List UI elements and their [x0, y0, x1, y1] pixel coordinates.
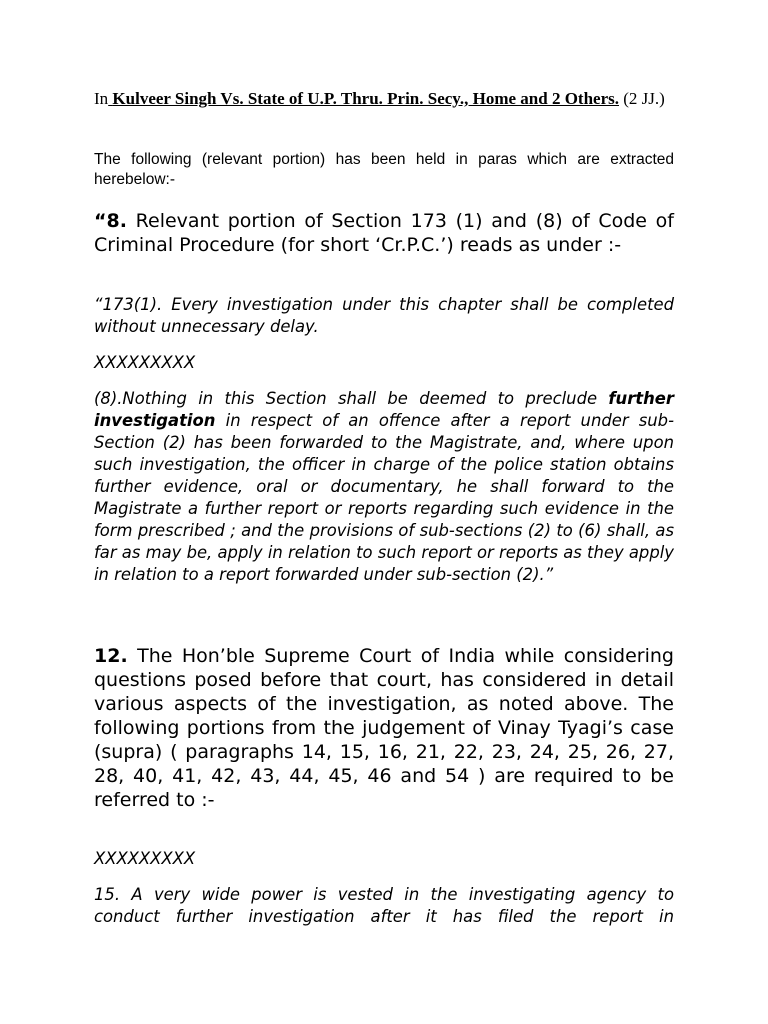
- section-173-8-quote: [94, 388, 674, 586]
- section-173-8-text-rest: in respect of an offence after a report under sub-Section (2) has been forwarded to the Magistrate, and, where upon such investigation, the officer in charge of the police station obtains further evidence, oral or documentary, he shall forward to the Magistrate a further report or reports regarding such evidence in the form prescribed ; and the provisions of sub-sections (2) to (6) shall, as far as may be, apply in relation to such report or reports as they apply in relation to a report forwarded under sub-section (2).”: [94, 411, 674, 584]
- paragraph-8-number: “8.: [94, 210, 127, 232]
- paragraph-12: [94, 644, 674, 812]
- section-173-1-quote: “173(1). Every investigation under this chapter shall be completed without unnecessary delay.: [94, 295, 674, 336]
- intro-text: The following (relevant portion) has been held in paras which are extracted herebelow:-: [94, 151, 674, 188]
- separator-2: XXXXXXXXX: [94, 849, 196, 868]
- case-name: Kulveer Singh Vs. State of U.P. Thru. Prin. Secy., Home and 2 Others.: [112, 89, 619, 108]
- separator-1: XXXXXXXXX: [94, 353, 196, 372]
- case-heading: [94, 88, 674, 109]
- paragraph-12-number: 12.: [94, 645, 128, 667]
- paragraph-12-text: The Hon’ble Supreme Court of India while considering questions posed before that court, has considered in detail various aspects of the investigation, as noted above. The following portions from the judgement of Vinay Tyagi’s case (supra) ( paragraphs 14, 15, 16, 21, 22, 23, 24, 25, 26, 27, 28, 40, 41, 42, 43, 44, 45, 46 and 54 ) are required to be referred to :-: [94, 645, 674, 811]
- case-prefix: In: [94, 89, 109, 108]
- further-investigation-emphasis: further investigation: [94, 389, 674, 430]
- paragraph-8: [94, 209, 674, 257]
- bench-size: (2 JJ.): [623, 89, 665, 108]
- paragraph-15-quote: 15. A very wide power is vested in the investigating agency to conduct further investigation after it has filed the report in: [94, 885, 674, 926]
- paragraph-8-text: Relevant portion of Section 173 (1) and (8) of Code of Criminal Procedure (for short ‘Cr.P.C.’) reads as under :-: [94, 210, 675, 256]
- section-173-8-text-start: (8).Nothing in this Section shall be deemed to preclude: [94, 389, 598, 408]
